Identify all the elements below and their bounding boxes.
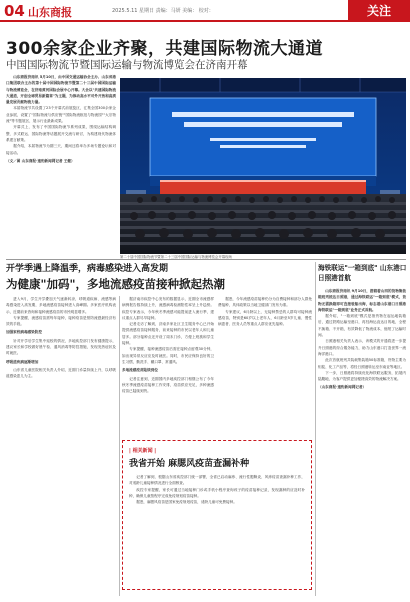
body-paragraph: 记者走访了解到，济南多家社区卫生服务中心已开始提供流感疫苗接种服务，前来接种的市民以老年人和儿童居多。部分接种点还开设了周末门诊，方便上班族和学生接种。 [122, 322, 214, 346]
body-paragraph: 疾控专家提醒，家长可通过当地接种门诊或手机小程序查询孩子的疫苗接种记录，发现漏种的应及时补种，确保儿童按程序完成免疫规划疫苗接种。 [129, 487, 305, 498]
lead-subheadline: 中国国际物流节暨国际运输与物流博览会在济南开幕 [6, 59, 248, 71]
body-paragraph: 下一步，日照港将持续优化海铁联运服务，拓展内陆腹地，为客户提供更加便捷高效的物流解决方案。 [318, 370, 406, 382]
body-paragraph: 进入9月，学生开学叠加天气逐渐转凉，呼吸道疾病、流感等病毒感染进入高发期，多地流感疫苗接种进入高峰期。多家医疗机构表示，近期前来咨询和接种流感疫苗的市民明显增多。 [6, 297, 116, 314]
exhibition-photo [120, 78, 406, 254]
body-paragraph: 专家提醒，流感疫苗需每年接种，接种疫苗是预防流感最经济有效的手段。 [6, 315, 116, 327]
body-paragraph: 专家提醒，接种流感疫苗后需在接种点留观30分钟，如出现异常反应应及时就医。同时，市民应保持良好的卫生习惯，勤洗手、戴口罩、常通风。 [122, 347, 214, 364]
photo-caption: 第二十届中国国际物流节暨第二十三届中国国际运输与物流博览会开幕现场 [120, 255, 232, 259]
related-news-body [129, 474, 305, 505]
section-divider [6, 259, 406, 260]
exhibition-photo-illustration [120, 78, 406, 254]
body-paragraph: 专家建议，6月龄以上、无接种禁忌的人群均可接种流感疫苗，特别是60岁以上老年人、6月龄至5岁儿童、慢性病患者、医务人员等重点人群应优先接种。 [218, 309, 312, 327]
body-paragraph: 据悉，麻腮风疫苗是国家免疫规划疫苗，适龄儿童可免费接种。 [136, 500, 237, 505]
second-story-column-1 [6, 296, 116, 596]
body-paragraph: 开幕式上，发布了中国国际物流节系列成果，围绕运输结构调整、多式联运、国际物流等话题展开交流与研讨，为构建现代物流体系建言献策。 [6, 125, 116, 142]
column-divider [315, 262, 316, 596]
section-subheading: 加强家校病毒感染防控 [6, 330, 42, 335]
lead-paragraph: 山东商报济南讯 9月10日，搭载着山西的货物集装箱班列抵达日照港，通过海铁联运"一箱到底"模式，货物无需换箱即可直接装船出海，标志着山东港口日照港海铁联运"一箱到底"业务正式首航。 [318, 289, 406, 312]
side-story-headline: 海铁联运"一箱到底" 山东港口日照港首航 [318, 264, 407, 282]
second-story-headline: 为健康"加码"，多地流感疫苗接种掀起热潮 [6, 277, 225, 291]
section-subheading: 多地流感疫苗陆续到位 [122, 368, 158, 373]
lead-paragraph: 山东商报济南讯 5月10日，由中国交通运输协会主办、山东省港口集团联合主办的第十届中国国际物流节暨第二十三届中国国际运输与物流博览会，在济南黄河国际会展中心开幕。大会以"共建国际物流大通道，开创全球贸易新篇章"为主题，为推动高水平对外开放和高质量发展贡献物流力量。 [6, 75, 116, 105]
body-paragraph: 记者注意到，近期国内多地疾控部门相继公布了今年秋冬季流感疫苗接种工作安排，疫苗供应充足，多种流感疫苗已陆续到货。 [122, 376, 214, 394]
issue-date: 2025.5.11 星期日 责编：马妍 美编： 校对： [112, 8, 214, 14]
page-header [0, 0, 410, 22]
body-paragraph: 记者了解到，根据山东省疾控部门统一部署，全省已启动麻疹、流行性腮腺炎、风疹疫苗查漏补种工作，对适龄儿童接种情况进行全面核查。 [129, 475, 305, 486]
section-label: 关注 [348, 0, 410, 22]
lead-headline: 300余家企业齐聚，共建国际物流大通道 [6, 39, 323, 59]
body-paragraph: 日照港相关负责人表示，该模式的开通将进一步提升日照港的综合服务能力，助力山东港口打造世界一流海洋港口。 [318, 339, 406, 356]
second-story-kicker: 开学季遇上降温季，病毒感染进入高发期 [6, 264, 169, 274]
related-news-tag: | 相关新闻 | [129, 448, 157, 454]
section-subheading: 呼吸道疾病逐渐增加 [6, 359, 39, 364]
body-paragraph: 据介绍，本届物流节为期三天，期间还将举办多场专题论坛和对接活动。 [6, 144, 116, 155]
lead-body-column [6, 74, 116, 256]
byline: （山东商报·速豹新闻网记者） [318, 385, 367, 390]
body-paragraph: 据介绍，"一箱到底"模式是指货物在起运地装箱后，通过铁路运输至港口，再经海运直达目的地，全程不换箱、不开箱，有效降低了物流成本，缩短了运输时间。 [318, 314, 406, 338]
related-news-title: 我省开始 麻腮风疫苗查漏补种 [129, 459, 250, 469]
second-story-column-3 [218, 296, 312, 436]
body-paragraph: 针对开学后学生集中返校的情况，多地疾控部门发布健康提示，建议家长和学校做好晨午检、通风消毒等防控措施，发现发热症状及时就医。 [6, 338, 116, 356]
column-divider [119, 296, 120, 596]
body-paragraph: 此次首航班列共装载集装箱50标准箱，货物主要为铝锭、化工产品等，将经日照港转运至东南亚等地区。 [318, 358, 406, 369]
byline: （文／图 山东商报·速豹新闻网记者 王健） [6, 158, 75, 163]
newspaper-name: 山东商报 [28, 6, 72, 19]
page-number: 04 [4, 2, 25, 20]
body-paragraph: 据悉，今年流感疫苗接种仍分为自费接种和部分人群免费接种，具体政策以当地卫健部门发布为准。 [218, 297, 312, 308]
body-paragraph: 本届物流节共设置了23个开幕式前展览区，汇集全国300余家企业参展，设置了"国际物流与供应链""国际物流枢纽与物流园""大宗物流"等专题展区，展示行业最新成果。 [6, 106, 116, 124]
body-paragraph: 山东省儿童医院相关负责人介绍，近期门诊量持续上升，以呼吸道感染患儿为主。 [6, 367, 116, 379]
side-story-column [318, 288, 406, 596]
second-story-column-2 [122, 296, 214, 436]
body-paragraph: 据济南市疾控中心发布的数据显示，近期全市流感样病例报告数持续上升，流感病毒检测阳性率呈上升趋势。疾控专家表示，今年秋冬季流感可能提前进入流行季，建议重点人群尽早接种。 [122, 297, 214, 320]
related-news-box [122, 440, 312, 590]
